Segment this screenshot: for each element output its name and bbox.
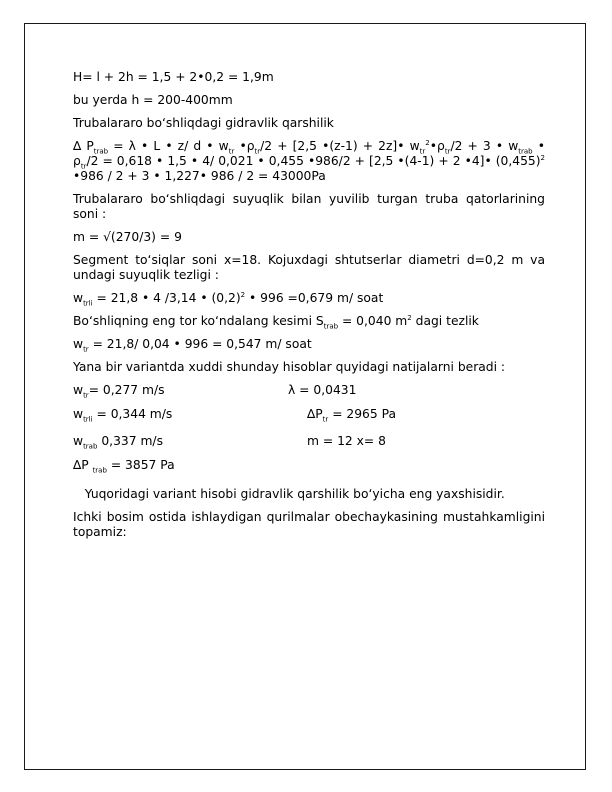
document-body xyxy=(73,70,545,540)
height-formula: H= l + 2h = 1,5 + 2•0,2 = 1,9m xyxy=(73,70,274,84)
result-row-1: $w_{tr}= 0,277$ m/s λ = 0,0431 xyxy=(73,383,357,400)
result-row-4: ∆P $_{trab}$ = 3857 Pa xyxy=(73,458,175,475)
result-row-3: $w_{trab}$ 0,337 m/s m = 12 x= 8 xyxy=(73,434,386,451)
velocity-formula: $w_{tr} = 21,8/$ 0,04 • 996 = 0,547 m/ soat xyxy=(73,337,312,354)
nozzle-velocity-formula: $w_{trli} = 21,8$ • 4 /3,14 • $(0,2)^2$ • 996 =0,679 m/ soat xyxy=(73,290,384,308)
pressure-loss-formula: ∆ $P_{trab} = \lambda$ • L • z/ d • $w_{tr}$ $•\rho_{tr}/2 + [2,5$ •(z-1) + 2z]• $w_{tr}^2•\rho_{tr}/2 + 3$ • $w_{trab}$ • $\rho_{tr}/2 = 0,618$ • 1,5 • 4/ 0,021 • 0,455 •986/2 + [2,5 •(4-1) + 2 •4]• $(0,455)^2$ •986 / 2 + 3 • 1,227• 986 / 2 = 43000Pa xyxy=(73,138,545,183)
section-heading: Trubalararo bo‘shliqdagi gidravlik qarshilik xyxy=(73,116,334,130)
tube-rows-formula: m = √(270/3) = 9 xyxy=(73,230,182,244)
conclusion-text: Yuqoridagi variant hisobi gidravlik qarshilik bo‘yicha eng yaxshisidir. xyxy=(73,487,505,501)
result-row-2: $w_{trli} = 0,344$ m/s $\Delta P_{tr} = 2965$ Pa xyxy=(73,407,397,424)
height-note: bu yerda h = 200-400mm xyxy=(73,93,233,107)
variant-text: Yana bir variantda xuddi shunday hisoblar quyidagi natijalarni beradi : xyxy=(73,360,506,374)
segment-text: Segment to‘siqlar soni x=18. Kojuxdagi shtutserlar diametri d=0,2 m va undagi suyuqlik tezligi : xyxy=(73,253,545,282)
cross-section-text: Bo‘shliqning eng tor ko‘ndalang kesimi $S_{trab} = 0,040$ $m^2$ dagi tezlik xyxy=(73,313,479,331)
next-step-text: Ichki bosim ostida ishlaydigan qurilmalar obechaykasining mustahkamligini topamiz: xyxy=(73,510,545,539)
tube-rows-text: Trubalararo bo‘shliqdagi suyuqlik bilan yuvilib turgan truba qatorlarining soni : xyxy=(73,192,545,221)
